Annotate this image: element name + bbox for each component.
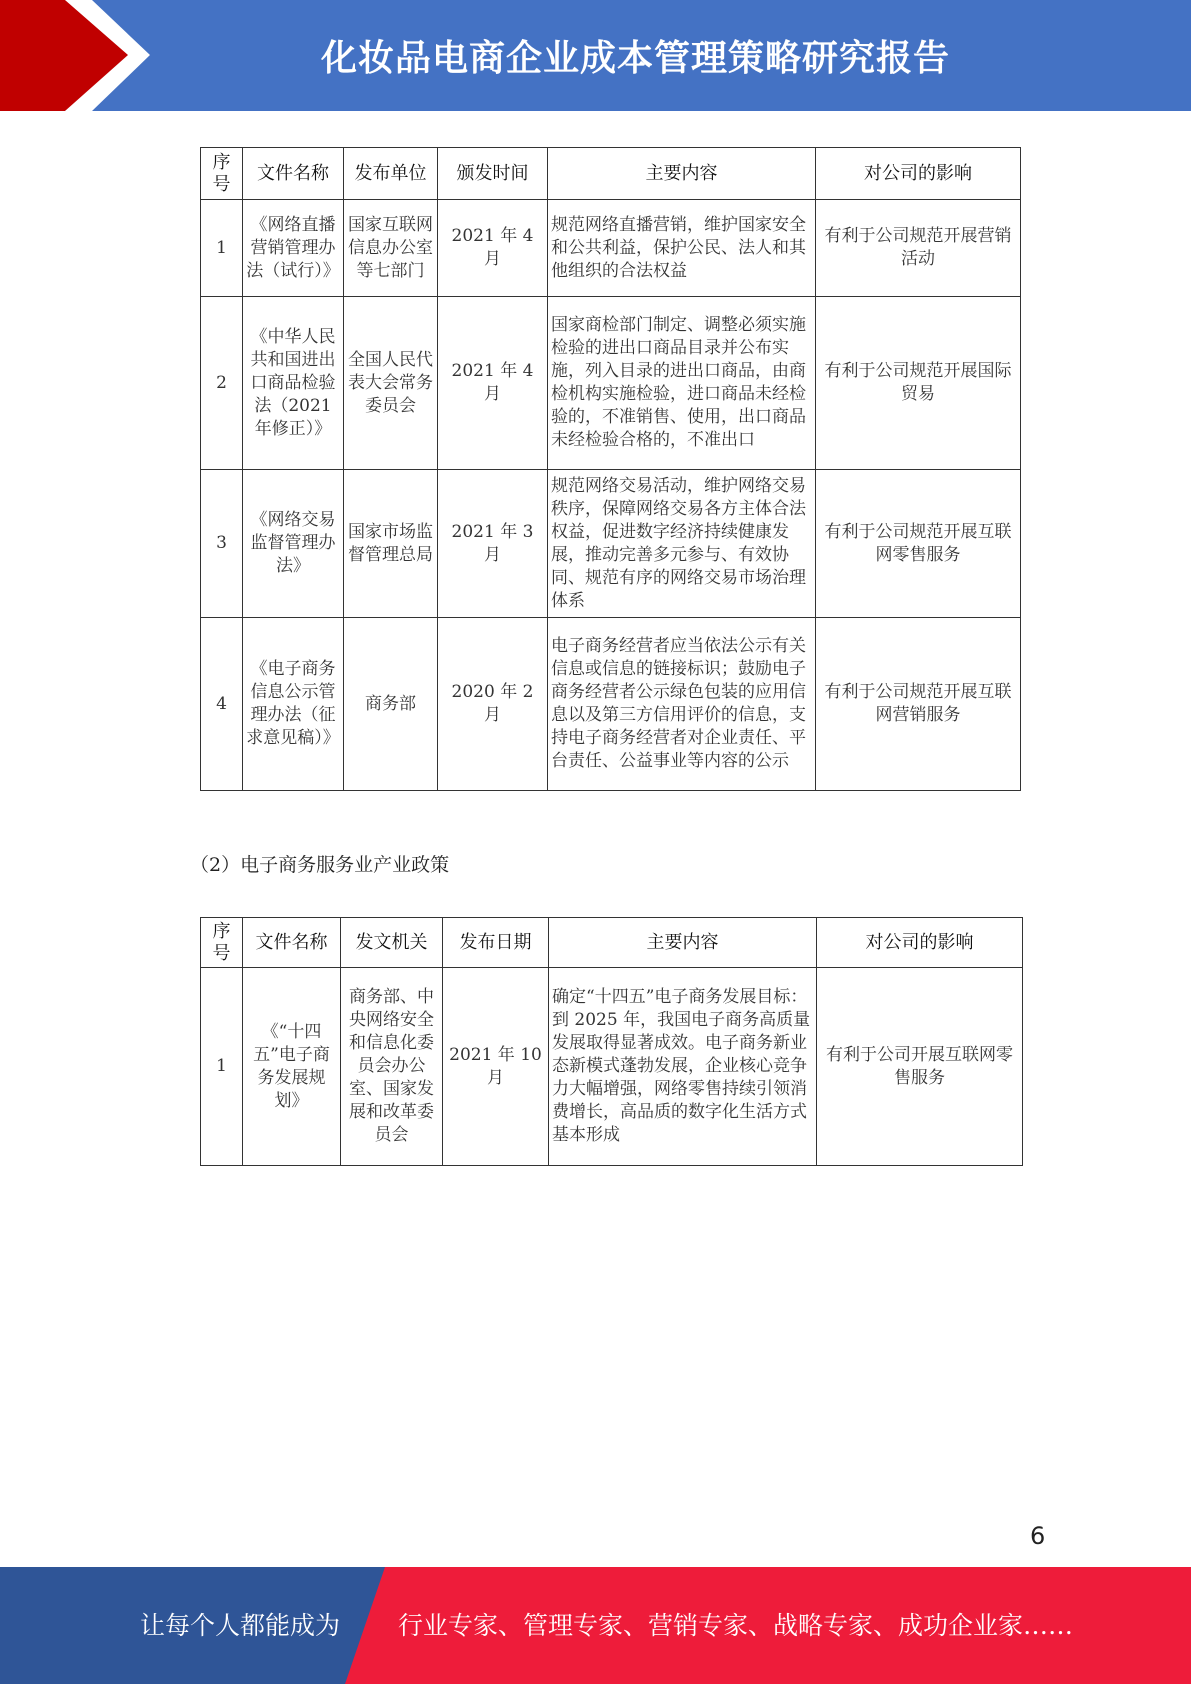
row-content: 电子商务经营者应当依法公示有关信息或信息的链接标识；鼓励电子商务经营者公示绿色包装的应用信息以及第三方信用评价的信息，支持电子商务经营者对企业责任、平台责任、公益事业等内容的公示 — [548, 618, 816, 791]
header-issuer: 发布单位 — [344, 148, 438, 200]
table-row — [201, 470, 1021, 618]
header-impact: 对公司的影响 — [817, 918, 1023, 968]
row-no: 2 — [201, 297, 243, 470]
row-impact: 有利于公司规范开展互联网营销服务 — [816, 618, 1021, 791]
row-issuer: 商务部、中央网络安全和信息化委员会办公室、国家发展和改革委员会 — [341, 968, 443, 1166]
header-date: 颁发时间 — [438, 148, 548, 200]
row-name: 《“十四五”电子商务发展规划》 — [243, 968, 341, 1166]
header-issuer: 发文机关 — [341, 918, 443, 968]
policy-table-ecommerce-regulation — [200, 147, 1021, 791]
header-impact: 对公司的影响 — [816, 148, 1021, 200]
row-date: 2021 年 4 月 — [438, 200, 548, 297]
footer-slogan-left: 让每个人都能成为 — [140, 1611, 341, 1640]
row-date: 2021 年 3 月 — [438, 470, 548, 618]
report-title: 化妆品电商企业成本管理策略研究报告 — [320, 38, 950, 79]
table-row — [201, 618, 1021, 791]
row-name: 《网络直播营销管理办法（试行）》 — [243, 200, 344, 297]
header-name: 文件名称 — [243, 148, 344, 200]
row-impact: 有利于公司开展互联网零售服务 — [817, 968, 1023, 1166]
row-content: 国家商检部门制定、调整必须实施检验的进出口商品目录并公布实施，列入目录的进出口商品，由商检机构实施检验，进口商品未经检验的，不准销售、使用，出口商品未经检验合格的，不准出口 — [548, 297, 816, 470]
page-header — [0, 0, 1191, 111]
table-row — [201, 968, 1023, 1166]
row-no: 1 — [201, 968, 243, 1166]
row-issuer: 全国人民代表大会常务委员会 — [344, 297, 438, 470]
header-no: 序号 — [201, 918, 243, 968]
policy-table-ecommerce-industry — [200, 917, 1023, 1166]
row-no: 4 — [201, 618, 243, 791]
row-issuer: 商务部 — [344, 618, 438, 791]
row-impact: 有利于公司规范开展营销活动 — [816, 200, 1021, 297]
row-issuer: 国家互联网信息办公室等七部门 — [344, 200, 438, 297]
row-name: 《电子商务信息公示管理办法（征求意见稿）》 — [243, 618, 344, 791]
section-heading: （2）电子商务服务业产业政策 — [190, 854, 450, 876]
header-content: 主要内容 — [549, 918, 817, 968]
table-header-row — [201, 148, 1021, 200]
page-footer — [0, 1567, 1191, 1684]
page-number: 6 — [1030, 1522, 1046, 1550]
header-date: 发布日期 — [443, 918, 549, 968]
row-date: 2021 年 10 月 — [443, 968, 549, 1166]
footer-slogan-right: 行业专家、管理专家、营销专家、战略专家、成功企业家…… — [398, 1611, 1074, 1640]
row-no: 3 — [201, 470, 243, 618]
row-date: 2020 年 2 月 — [438, 618, 548, 791]
row-date: 2021 年 4 月 — [438, 297, 548, 470]
header-content: 主要内容 — [548, 148, 816, 200]
row-content: 确定“十四五”电子商务发展目标：到 2025 年，我国电子商务高质量发展取得显著成效。电子商务新业态新模式蓬勃发展，企业核心竞争力大幅增强，网络零售持续引领消费增长，高品质的数字化生活方式基本形成 — [549, 968, 817, 1166]
header-name: 文件名称 — [243, 918, 341, 968]
row-impact: 有利于公司规范开展国际贸易 — [816, 297, 1021, 470]
header-no: 序号 — [201, 148, 243, 200]
row-content: 规范网络直播营销，维护国家安全和公共利益，保护公民、法人和其他组织的合法权益 — [548, 200, 816, 297]
row-content: 规范网络交易活动，维护网络交易秩序，保障网络交易各方主体合法权益，促进数字经济持续健康发展，推动完善多元参与、有效协同、规范有序的网络交易市场治理体系 — [548, 470, 816, 618]
row-issuer: 国家市场监督管理总局 — [344, 470, 438, 618]
table-row — [201, 297, 1021, 470]
row-name: 《网络交易监督管理办法》 — [243, 470, 344, 618]
table-header-row — [201, 918, 1023, 968]
row-name: 《中华人民共和国进出口商品检验法（2021 年修正）》 — [243, 297, 344, 470]
table-row — [201, 200, 1021, 297]
row-no: 1 — [201, 200, 243, 297]
row-impact: 有利于公司规范开展互联网零售服务 — [816, 470, 1021, 618]
